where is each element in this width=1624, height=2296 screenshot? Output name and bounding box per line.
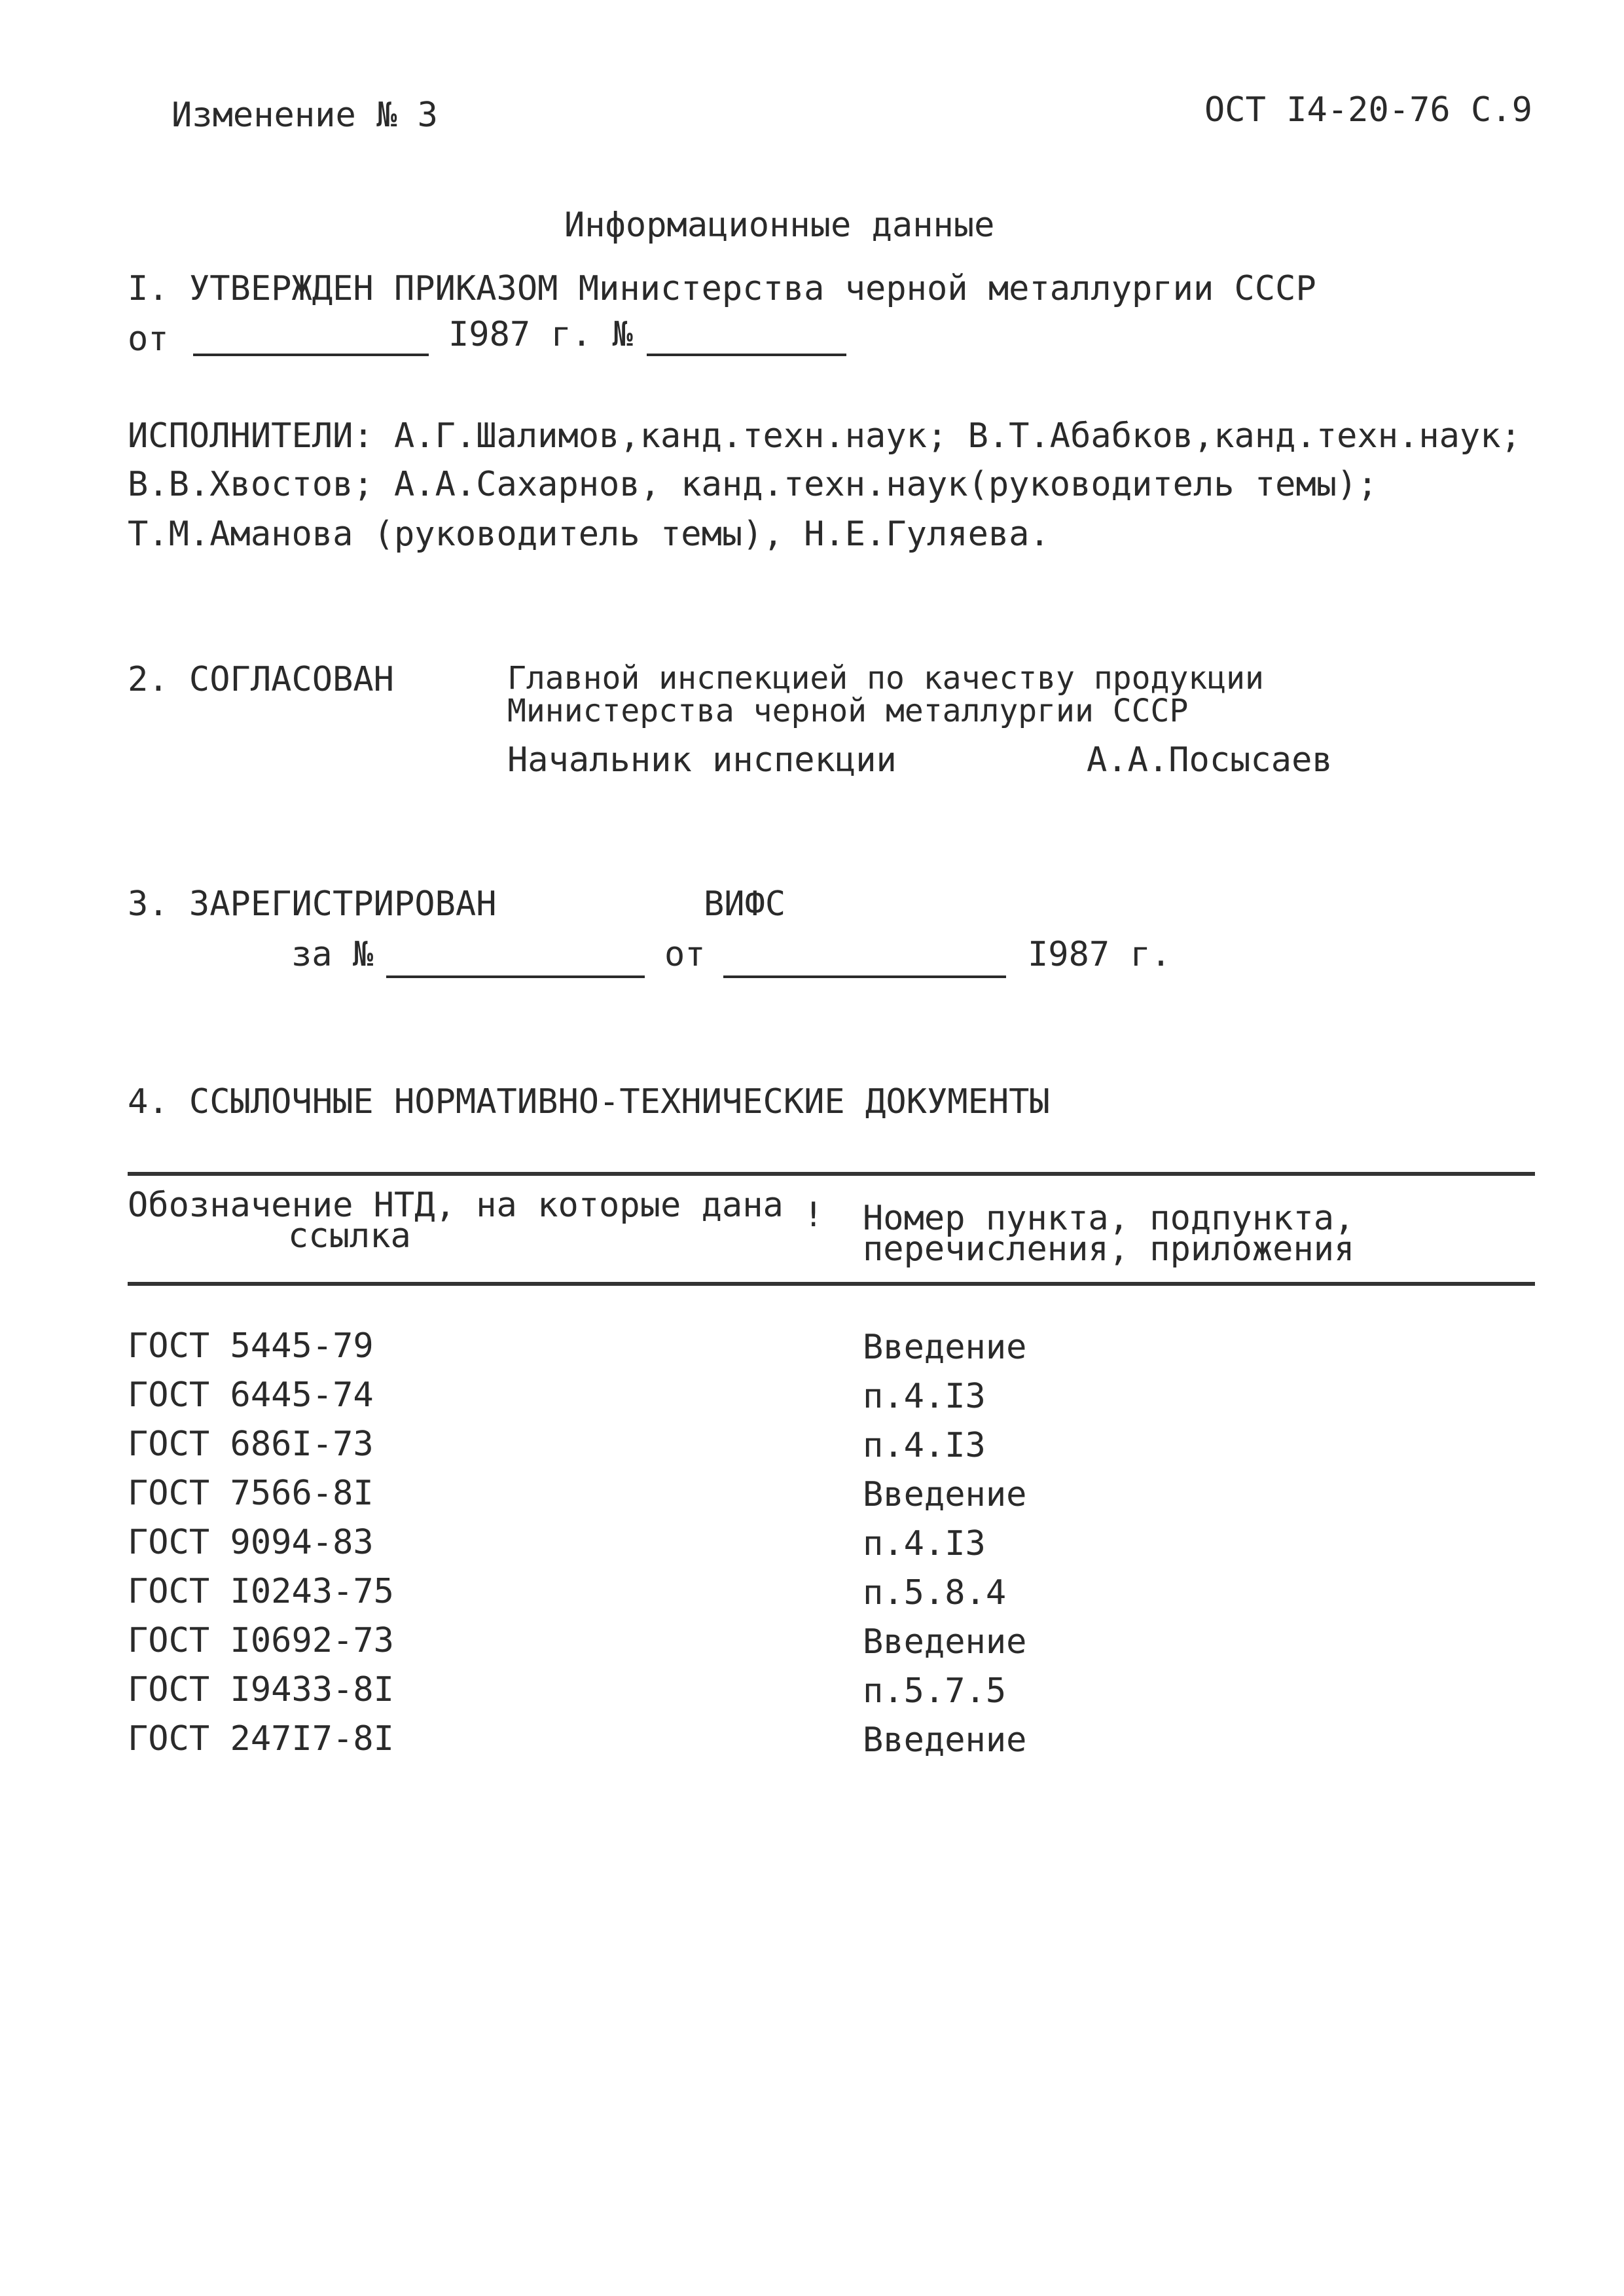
registered-label: 3. ЗАРЕГИСТРИРОВАН <box>128 884 497 924</box>
agreed-signatory-name: А.А.Посысаев <box>1087 740 1333 780</box>
table-row-doc: ГОСТ I9433-8I <box>128 1670 394 1709</box>
document-code: ОСТ I4-20-76 С.9 <box>1204 90 1532 130</box>
registered-number-blank <box>386 975 645 978</box>
table-row-ref: Введение <box>863 1475 1027 1514</box>
table-row-ref: п.5.7.5 <box>863 1671 1007 1711</box>
agreed-org-line-2: Министерства черной металлургии СССР <box>507 693 1189 729</box>
executors-line-2: В.В.Хвостов; А.А.Сахарнов, канд.техн.наук(руководитель темы); <box>128 465 1378 504</box>
table-row-doc: ГОСТ 247I7-8I <box>128 1719 394 1758</box>
table-row-ref: Введение <box>863 1721 1027 1760</box>
table-header-col1-line2: ссылка <box>288 1216 411 1256</box>
table-row-ref: п.4.I3 <box>863 1426 986 1465</box>
table-row-doc: ГОСТ 686I-73 <box>128 1425 374 1464</box>
executors-line-3: Т.М.Аманова (руководитель темы), Н.Е.Гуляева. <box>128 515 1050 554</box>
table-row-doc: ГОСТ 7566-8I <box>128 1474 374 1513</box>
table-row-ref: п.5.8.4 <box>863 1573 1007 1613</box>
registered-from-label: от <box>664 935 706 974</box>
table-header-col1-line1: Обозначение НТД, на которые дана <box>128 1186 784 1225</box>
table-row-ref: п.4.I3 <box>863 1524 986 1563</box>
registered-date-blank <box>723 975 1006 978</box>
approval-number-blank <box>647 354 846 356</box>
registered-org: ВИФС <box>704 884 786 924</box>
section-4-heading: 4. ССЫЛОЧНЫЕ НОРМАТИВНО-ТЕХНИЧЕСКИЕ ДОКУМЕНТЫ <box>128 1082 1050 1121</box>
table-header-rule <box>128 1282 1535 1286</box>
table-header-separator: ! <box>803 1195 824 1235</box>
executors-line-1: ИСПОЛНИТЕЛИ: А.Г.Шалимов,канд.техн.наук; В.Т.Абабков,канд.техн.наук; <box>128 416 1521 456</box>
table-row-doc: ГОСТ 5445-79 <box>128 1326 374 1366</box>
approval-line: I. УТВЕРЖДЕН ПРИКАЗОМ Министерства черной металлургии СССР <box>128 269 1316 308</box>
table-top-rule <box>128 1172 1535 1176</box>
approval-date-blank <box>193 354 429 356</box>
table-row-ref: Введение <box>863 1328 1027 1367</box>
page-title: Информационные данные <box>564 206 995 245</box>
table-row-ref: п.4.I3 <box>863 1377 986 1416</box>
table-row-doc: ГОСТ I0692-73 <box>128 1621 394 1660</box>
table-row-doc: ГОСТ I0243-75 <box>128 1572 394 1611</box>
table-header-col2-line1: Номер пункта, подпункта, <box>863 1199 1355 1238</box>
agreed-label: 2. СОГЛАСОВАН <box>128 660 394 699</box>
approval-year-number-label: I987 г. № <box>448 315 633 354</box>
change-number: Изменение № 3 <box>171 96 438 135</box>
table-row-ref: Введение <box>863 1622 1027 1662</box>
agreed-org-line-1: Главной инспекцией по качеству продукции <box>507 660 1264 697</box>
approval-from-label: от <box>128 319 169 359</box>
table-row-doc: ГОСТ 9094-83 <box>128 1523 374 1562</box>
table-row-doc: ГОСТ 6445-74 <box>128 1376 374 1415</box>
table-header-col2-line2: перечисления, приложения <box>863 1230 1355 1269</box>
registered-year: I987 г. <box>1028 935 1172 974</box>
registered-number-label: за № <box>291 935 374 974</box>
agreed-position: Начальник инспекции <box>507 740 897 780</box>
